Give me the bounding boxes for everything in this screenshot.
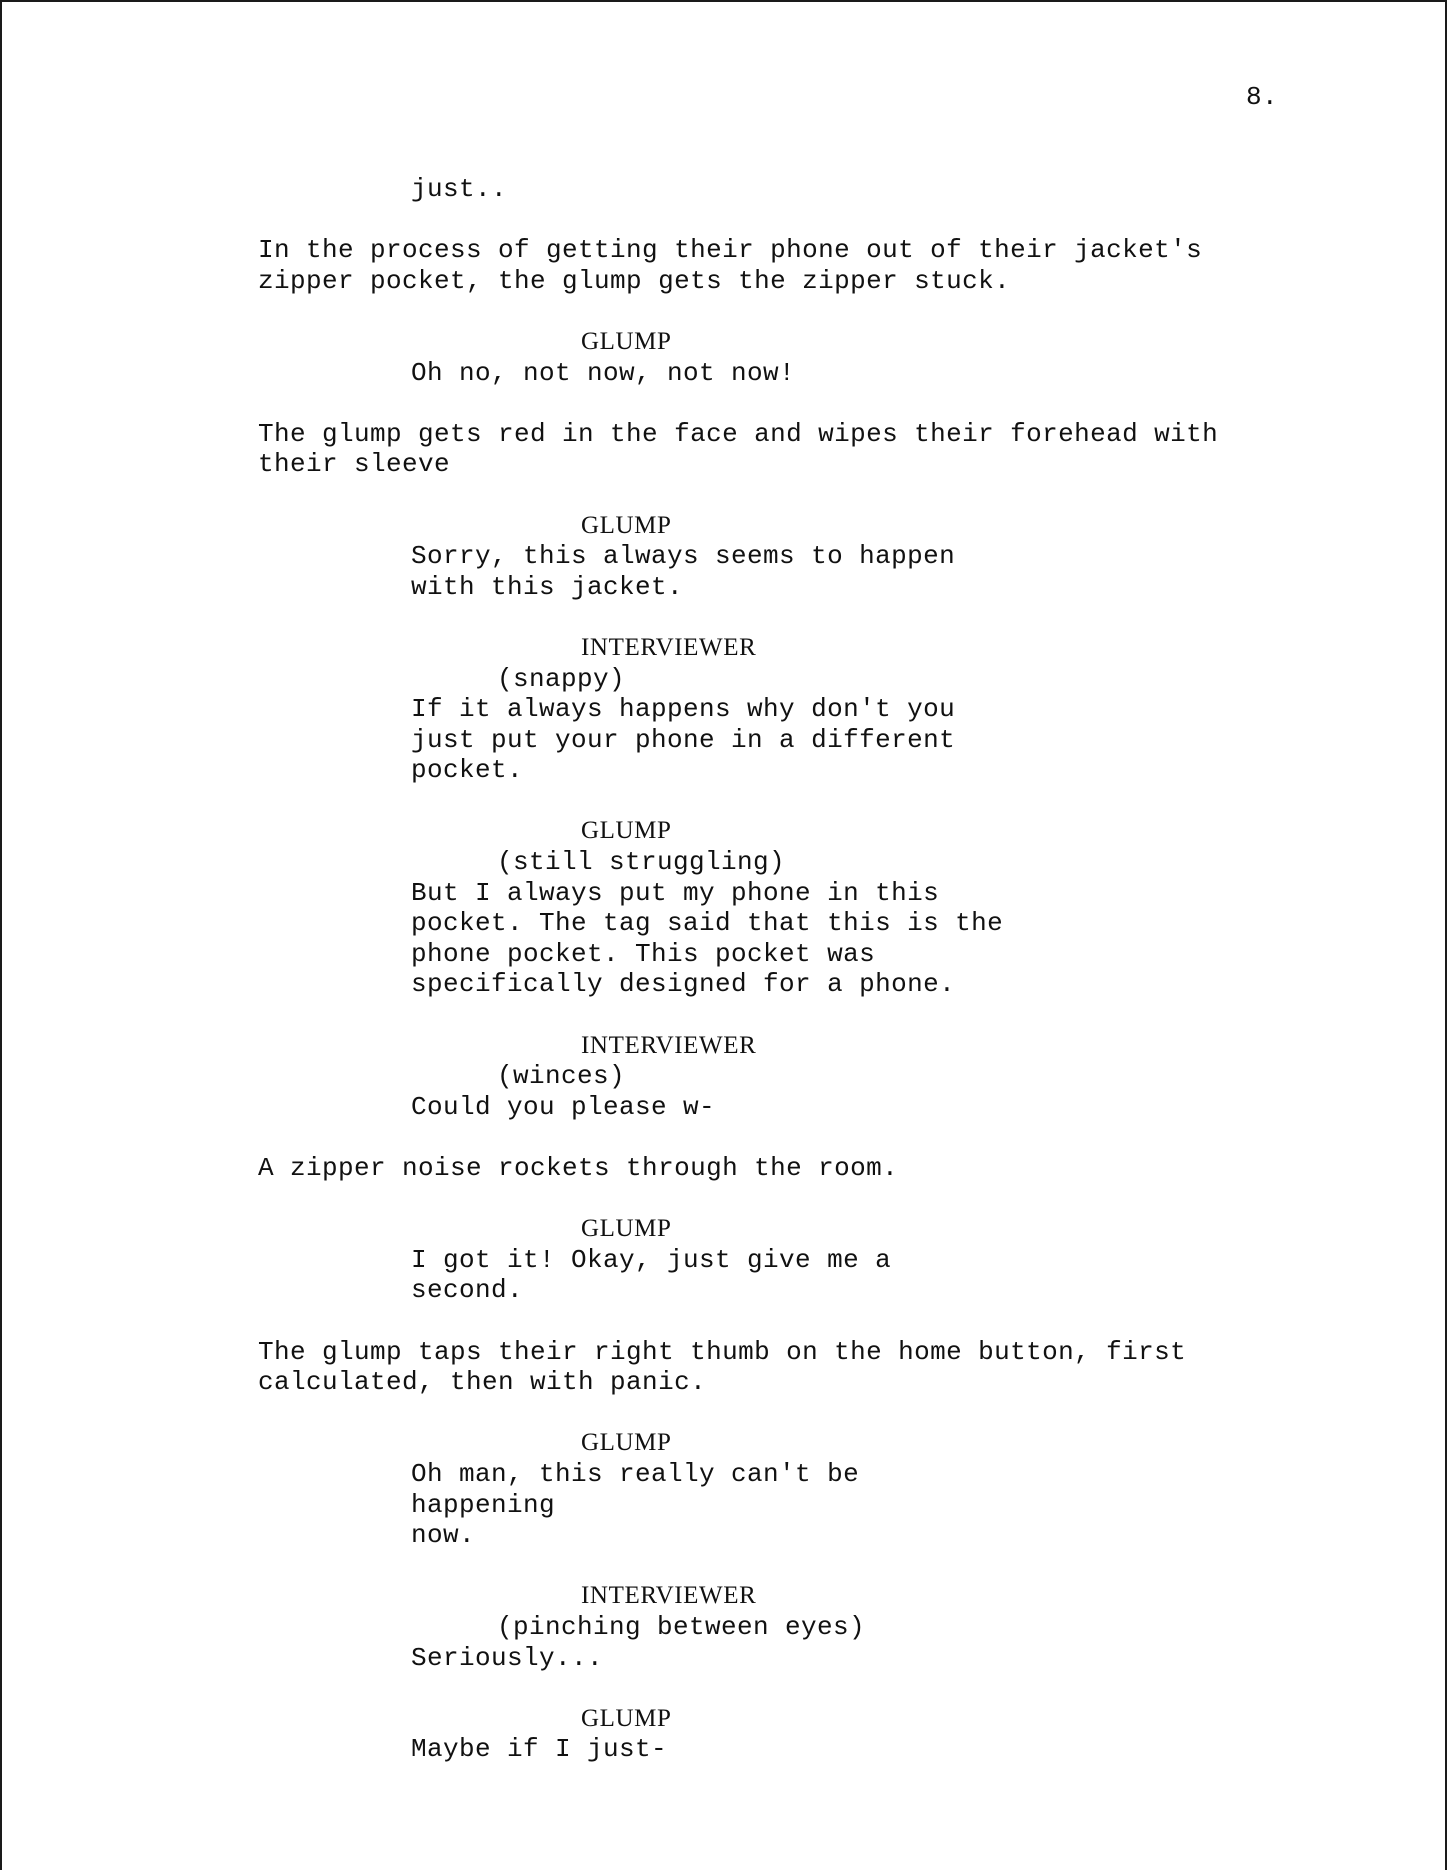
action-line: The glump gets red in the face and wipes their forehead with their sleeve xyxy=(258,418,1219,480)
dialogue-line: I got it! Okay, just give me a second. xyxy=(411,1244,908,1306)
dialogue-line: Could you please w- xyxy=(411,1091,716,1122)
action-line: A zipper noise rockets through the room. xyxy=(258,1153,899,1183)
dialogue-line: Seriously... xyxy=(411,1642,604,1673)
character-name: GLUMP xyxy=(581,327,672,355)
dialogue-line: Oh man, this really can't be happening now. xyxy=(411,1458,860,1551)
parenthetical: (winces) xyxy=(497,1061,626,1092)
character-name: INTERVIEWER xyxy=(581,1031,757,1059)
character-name: GLUMP xyxy=(581,1704,672,1732)
dialogue-line: But I always put my phone in this pocket. The tag said that this is the phone pocket. This pocket was specifically designed for a phone. xyxy=(411,877,1004,1000)
dialogue-line: Sorry, this always seems to happen with this jacket. xyxy=(411,541,956,602)
script-body xyxy=(258,174,1318,1765)
action-line: The glump taps their right thumb on the home button, first calculated, then with panic. xyxy=(258,1336,1187,1398)
parenthetical: (still struggling) xyxy=(497,847,786,878)
character-name: GLUMP xyxy=(581,1215,672,1243)
page-number: 8. xyxy=(1246,82,1279,112)
dialogue-line: Oh no, not now, not now! xyxy=(411,357,796,388)
dialogue-line: just.. xyxy=(411,174,508,204)
dialogue-line: Maybe if I just- xyxy=(411,1734,668,1765)
character-name: INTERVIEWER xyxy=(581,633,757,661)
character-name: INTERVIEWER xyxy=(581,1582,757,1610)
parenthetical: (pinching between eyes) xyxy=(497,1611,866,1642)
character-name: GLUMP xyxy=(581,817,672,845)
character-name: GLUMP xyxy=(581,1429,672,1457)
character-name: GLUMP xyxy=(581,511,672,539)
action-line: In the process of getting their phone out of their jacket's zipper pocket, the glump gets the zipper stuck. xyxy=(258,235,1203,296)
parenthetical: (snappy) xyxy=(497,663,626,694)
dialogue-line: If it always happens why don't you just put your phone in a different pocket. xyxy=(411,694,956,786)
